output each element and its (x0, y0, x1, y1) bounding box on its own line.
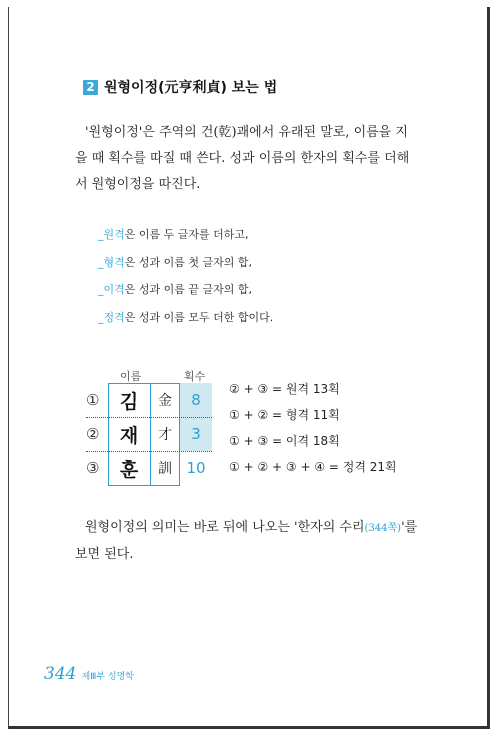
outro-text-end: '를 보면 된다. (75, 520, 418, 562)
definition-term: 정격 (103, 310, 125, 324)
hanja-cell: 才 (158, 427, 172, 443)
intro-paragraph: '원형이정'은 주역의 건(乾)괘에서 유래된 말로, 이름을 지을 때 획수를 따질 때 쓴다. 성과 이름의 한자의 획수를 더해서 원형이정을 따진다. (75, 125, 410, 192)
column-divider (150, 383, 151, 486)
row-label: ③ (86, 459, 100, 477)
definition-term: 이격 (103, 283, 125, 296)
page-number: 344 (44, 664, 77, 684)
bullet-prefix: _ (98, 283, 104, 296)
definition-text: 은 성과 이름 첫 글자의 합, (124, 255, 253, 269)
stroke-count-cell: 8 (180, 383, 212, 417)
definition-item (98, 279, 273, 307)
formula-list (229, 376, 397, 480)
outro-text: 원형이정의 의미는 바로 뒤에 나오는 '한자의 수리 (85, 520, 365, 535)
formula: ① + ③ = 이격 18획 (229, 434, 340, 448)
formula: ② + ③ = 원격 13획 (229, 382, 340, 396)
definition-item (98, 307, 273, 335)
definition-term: 원격 (103, 228, 125, 241)
row-divider (86, 417, 212, 418)
stroke-count-cell: 3 (180, 417, 212, 451)
bullet-prefix: _ (98, 228, 104, 241)
definition-item (98, 224, 273, 252)
page-footer (44, 664, 134, 684)
stroke-count-cell: 10 (186, 459, 206, 477)
definition-text: 은 성과 이름 모두 더한 합이다. (124, 310, 274, 324)
formula: ① + ② = 형격 11획 (229, 408, 340, 422)
outro-paragraph (75, 515, 420, 568)
definition-text: 은 이름 두 글자를 더하고, (124, 228, 249, 241)
table-header-strokes: 획수 (184, 370, 206, 383)
page-reference: (344쪽) (364, 523, 402, 534)
table-header-name: 이름 (120, 370, 142, 383)
definition-list (98, 224, 273, 334)
section-title: 원형이정(元亨利貞) 보는 법 (104, 80, 278, 96)
hangul-cell: 훈 (119, 458, 139, 481)
bullet-prefix: _ (98, 310, 104, 324)
bullet-prefix: _ (98, 255, 104, 269)
footer-section-label: 제Ⅲ부 성명학 (81, 672, 134, 682)
definition-term: 형격 (103, 255, 125, 269)
hangul-cell: 김 (119, 390, 139, 413)
hanja-cell: 金 (158, 393, 172, 409)
row-divider (86, 451, 212, 452)
hanja-cell: 訓 (158, 461, 172, 477)
page-frame (8, 7, 490, 729)
formula: ① + ② + ③ + ④ = 정격 21획 (229, 460, 397, 474)
row-label: ② (86, 425, 100, 443)
name-stroke-table (108, 383, 212, 486)
section-number-badge: 2 (83, 80, 98, 95)
definition-item (98, 252, 273, 280)
table-outline (108, 383, 180, 486)
row-label: ① (86, 391, 100, 409)
hangul-cell: 재 (119, 424, 139, 447)
definition-text: 은 성과 이름 끝 글자의 합, (124, 283, 253, 296)
section-heading (83, 77, 277, 97)
